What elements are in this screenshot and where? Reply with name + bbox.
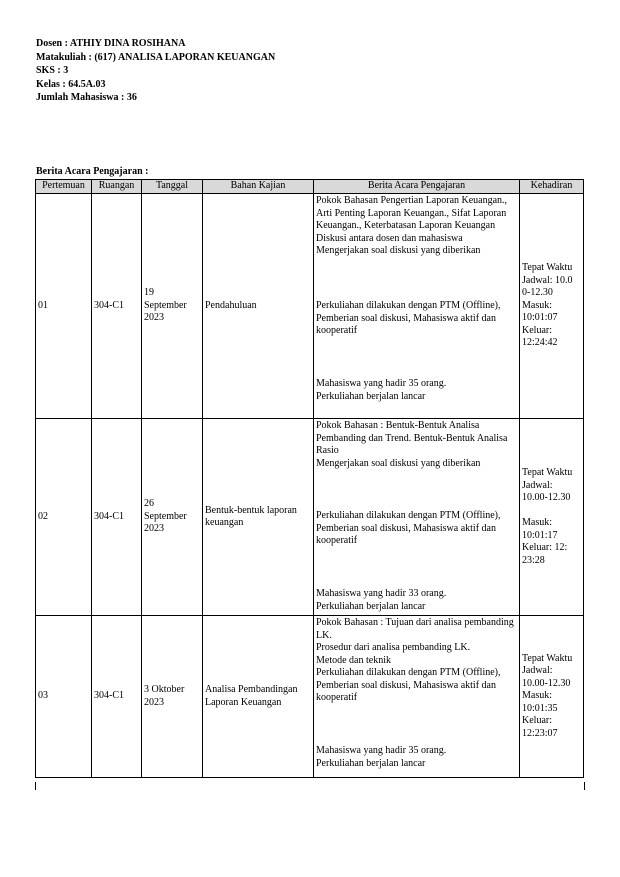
kehadiran-cell: Tepat Waktu Jadwal: 10.0 0-12.30 Masuk: 10:01:07 Keluar: 12:24:42 [520, 194, 584, 419]
sks-line: SKS : 3 [36, 65, 69, 76]
document-header [36, 37, 275, 105]
matakuliah-line: Matakuliah : (617) ANALISA LAPORAN KEUANGAN [36, 51, 276, 63]
bahan-kajian-cell: Bentuk-bentuk laporan keuangan [203, 419, 314, 616]
tanggal-cell: 26 September 2023 [142, 419, 203, 616]
berita-acara-cell: Pokok Bahasan : Tujuan dari analisa pembanding LK. Prosedur dari analisa pembanding LK. Metode dan teknik Perkuliahan dilakukan dengan PTM (Offline), Pemberian soal diskusi, Mahasiswa aktif dan kooperatif Mahasiswa yang hadir 35 orang. Perkuliahan berjalan lancar [314, 616, 520, 778]
attendance-table [35, 179, 584, 778]
table-row [36, 419, 584, 616]
table-row [36, 194, 584, 419]
tanggal-cell: 3 Oktober 2023 [142, 616, 203, 778]
pertemuan-cell: 03 [36, 616, 92, 778]
col-header-tanggal: Tanggal [142, 180, 203, 194]
kehadiran-cell: Tepat Waktu Jadwal: 10.00-12.30 Masuk: 10:01:17 Keluar: 12: 23:28 [520, 419, 584, 616]
bahan-kajian-cell: Analisa Pembandingan Laporan Keuangan [203, 616, 314, 778]
table-continuation [35, 782, 585, 790]
pertemuan-cell: 02 [36, 419, 92, 616]
col-header-berita-acara: Berita Acara Pengajaran [314, 180, 520, 194]
table-header-row [36, 180, 584, 194]
berita-acara-cell: Pokok Bahasan Pengertian Laporan Keuangan., Arti Penting Laporan Keuangan., Sifat Laporan Keuangan., Keterbatasan Laporan Keuangan Diskusi antara dosen dan mahasiswa Mengerjakan soal diskusi yang diberikan Perkuliahan dilakukan dengan PTM (Offline), Pemberian soal diskusi, Mahasiswa aktif dan kooperatif Mahasiswa yang hadir 35 orang. Perkuliahan berjalan lancar [314, 194, 520, 419]
section-title: Berita Acara Pengajaran : [36, 166, 149, 177]
dosen-line: Dosen : ATHIY DINA ROSIHANA [36, 38, 186, 49]
col-header-bahan-kajian: Bahan Kajian [203, 180, 314, 194]
ruangan-cell: 304-C1 [92, 194, 142, 419]
bahan-kajian-cell: Pendahuluan [203, 194, 314, 419]
kelas-line: Kelas : 64.5A.03 [36, 78, 106, 90]
table-row [36, 616, 584, 778]
tanggal-cell: 19 September 2023 [142, 194, 203, 419]
ruangan-cell: 304-C1 [92, 616, 142, 778]
col-header-ruangan: Ruangan [92, 180, 142, 194]
berita-acara-cell: Pokok Bahasan : Bentuk-Bentuk Analisa Pembanding dan Trend. Bentuk-Bentuk Analisa Rasio Mengerjakan soal diskusi yang diberikan Perkuliahan dilakukan dengan PTM (Offline), Pemberian soal diskusi, Mahasiswa aktif dan kooperatif Mahasiswa yang hadir 33 orang. Perkuliahan berjalan lancar [314, 419, 520, 616]
col-header-kehadiran: Kehadiran [520, 180, 584, 194]
jumlah-mahasiswa-line: Jumlah Mahasiswa : 36 [36, 92, 137, 103]
col-header-pertemuan: Pertemuan [36, 180, 92, 194]
ruangan-cell: 304-C1 [92, 419, 142, 616]
kehadiran-cell: Tepat Waktu Jadwal: 10.00-12.30 Masuk: 10:01:35 Keluar: 12:23:07 [520, 616, 584, 778]
pertemuan-cell: 01 [36, 194, 92, 419]
